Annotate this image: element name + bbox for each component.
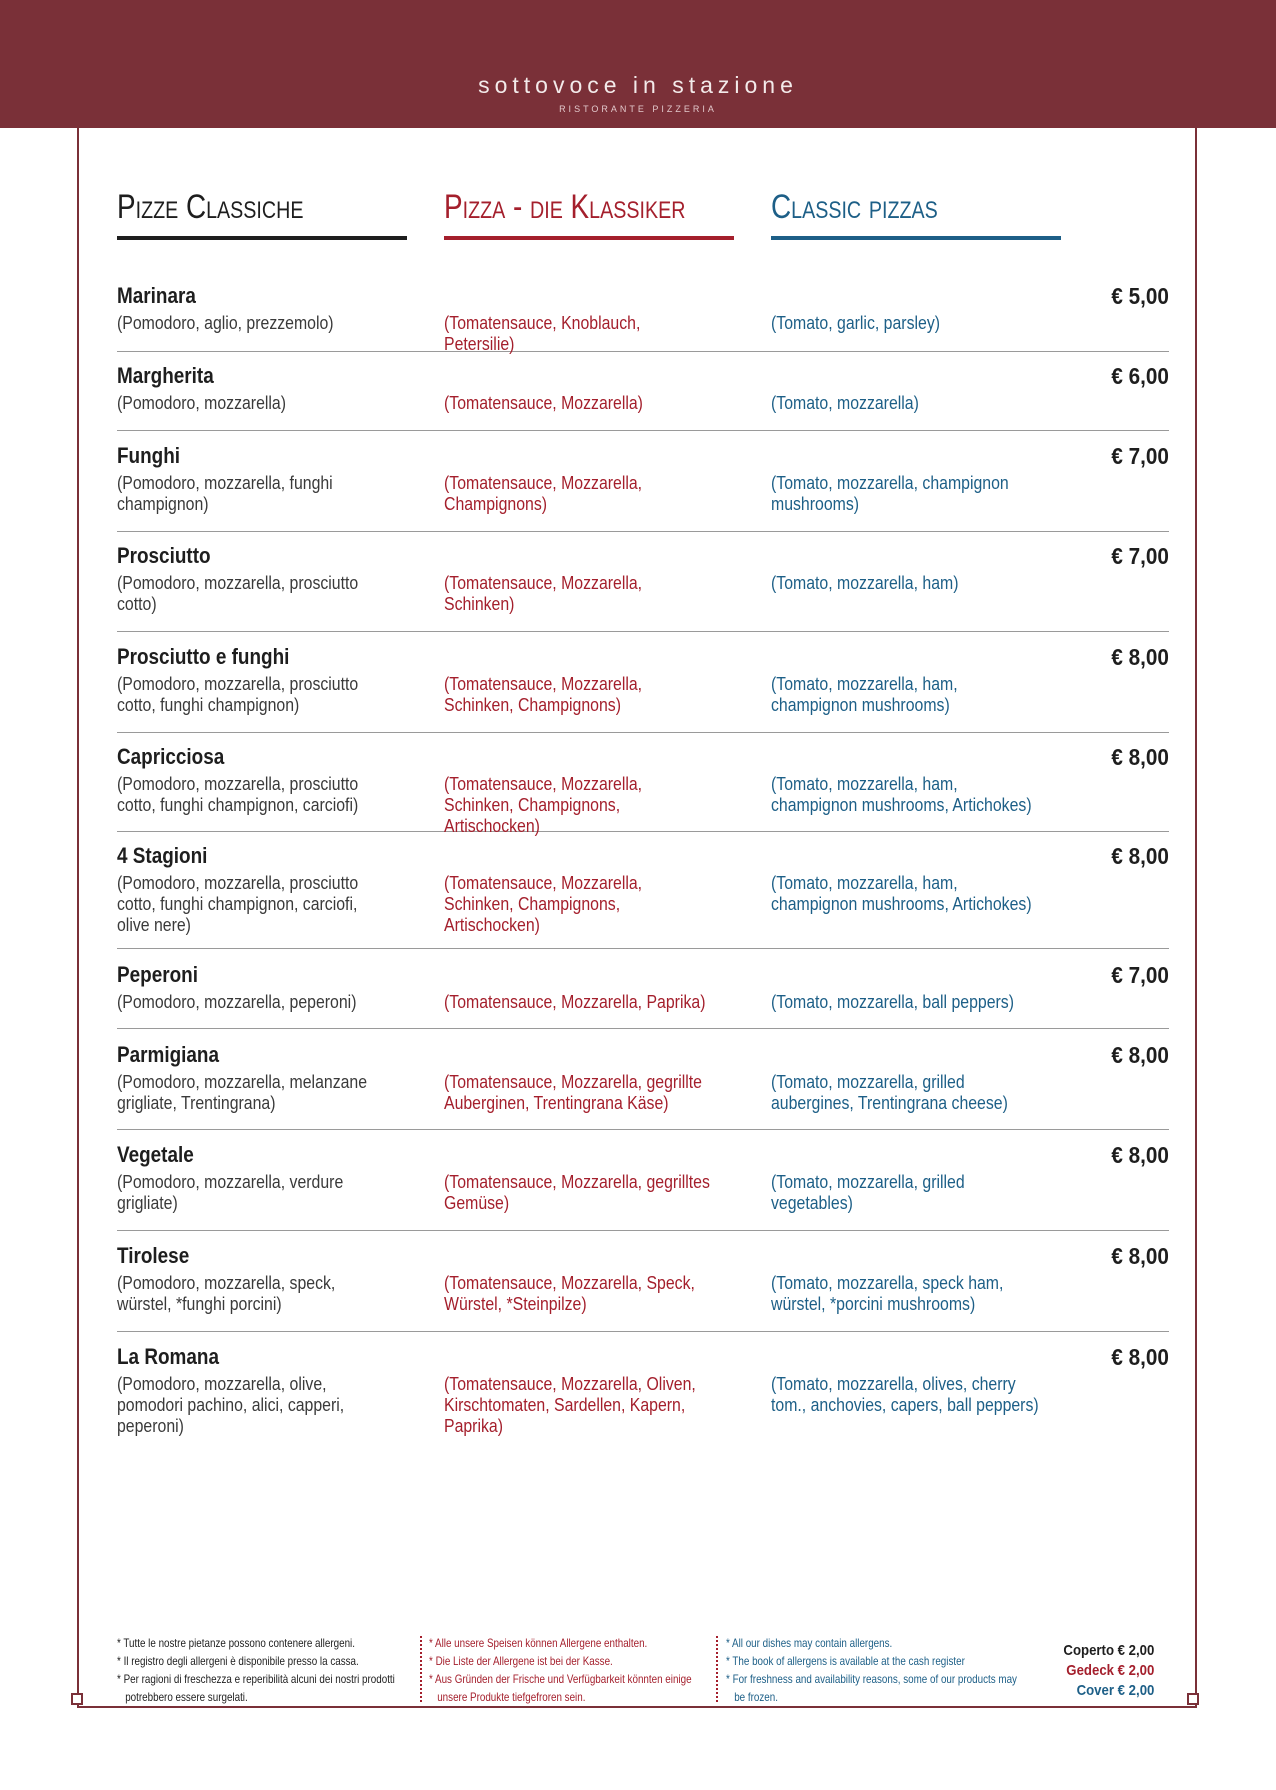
menu-item [117, 1243, 1169, 1332]
restaurant-subtitle: RISTORANTE PIZZERIA [559, 104, 717, 114]
price: € 7,00 [1111, 443, 1169, 469]
footer-note: * All our dishes may contain allergens. [726, 1636, 893, 1650]
footer-note: * The book of allergens is available at the cash register [726, 1654, 965, 1668]
cover-charge [1063, 1641, 1154, 1701]
pizza-name: La Romana [117, 1344, 219, 1369]
desc-italian: (Pomodoro, mozzarella, melanzane grigliate, Trentingrana) [117, 1072, 368, 1113]
price: € 8,00 [1111, 1243, 1169, 1269]
desc-german: (Tomatensauce, Mozzarella) [444, 393, 643, 413]
desc-italian: (Pomodoro, mozzarella, olive, pomodori pachino, alici, capperi, peperoni) [117, 1374, 345, 1436]
menu-item [117, 644, 1169, 733]
restaurant-name: sottovoce in stazione [478, 72, 798, 98]
footer-note: * Die Liste der Allergene ist bei der Kasse. [429, 1654, 613, 1668]
footer-note: * Alle unsere Speisen können Allergene enthalten. [429, 1636, 648, 1650]
desc-italian: (Pomodoro, mozzarella, peperoni) [117, 992, 357, 1012]
price: € 7,00 [1111, 962, 1169, 988]
desc-italian: (Pomodoro, mozzarella, funghi champignon) [117, 473, 333, 514]
price: € 8,00 [1111, 744, 1169, 770]
menu-item [117, 843, 1169, 949]
cover-charge-german: Gedeck € 2,00 [1065, 1662, 1154, 1679]
header-italian: Pizze Classiche [117, 188, 304, 226]
header-underline-german [444, 236, 734, 240]
desc-english: (Tomato, mozzarella, speck ham, würstel, *porcini mushrooms) [771, 1273, 1004, 1314]
price: € 7,00 [1111, 543, 1169, 569]
cover-charge-italian: Coperto € 2,00 [1063, 1642, 1154, 1659]
pizza-name: Funghi [117, 443, 181, 468]
menu-item [117, 744, 1169, 836]
cover-charge-english: Cover € 2,00 [1076, 1682, 1154, 1699]
pizza-name: Prosciutto [117, 543, 211, 568]
desc-italian: (Pomodoro, mozzarella) [117, 393, 287, 413]
footer-note: * For freshness and availability reasons, some of our products may be frozen. [726, 1672, 1017, 1704]
footer-note: * Tutte le nostre pietanze possono contenere allergeni. [117, 1636, 355, 1650]
desc-italian: (Pomodoro, mozzarella, prosciutto cotto, funghi champignon, carciofi, olive nere) [117, 873, 359, 935]
desc-english: (Tomato, mozzarella, ham) [771, 573, 959, 593]
desc-english: (Tomato, mozzarella, olives, cherry tom., anchovies, capers, ball peppers) [771, 1374, 1039, 1415]
price: € 8,00 [1111, 1042, 1169, 1068]
price: € 8,00 [1111, 843, 1169, 869]
desc-english: (Tomato, mozzarella, ham, champignon mushrooms, Artichokes) [771, 774, 1032, 815]
menu-item [117, 1344, 1169, 1444]
desc-german: (Tomatensauce, Knoblauch, Petersilie) [444, 313, 641, 354]
header-underline-english [771, 236, 1061, 240]
pizza-name: Parmigiana [117, 1042, 220, 1067]
header-english: Classic pizzas [771, 188, 938, 226]
desc-german: (Tomatensauce, Mozzarella, gegrillte Auberginen, Trentingrana Käse) [444, 1072, 702, 1113]
pizza-name: Tirolese [117, 1243, 190, 1268]
price: € 8,00 [1111, 1344, 1169, 1370]
price: € 8,00 [1111, 1142, 1169, 1168]
footer-note: * Il registro degli allergeni è disponibile presso la cassa. [117, 1654, 359, 1668]
footer-separator [716, 1636, 718, 1702]
price: € 8,00 [1111, 644, 1169, 670]
footer-note: * Aus Gründen der Frische und Verfügbarkeit könnten einige unsere Produkte tiefgefroren sein. [429, 1672, 692, 1704]
frame-corner-left [71, 1693, 83, 1705]
desc-german: (Tomatensauce, Mozzarella, Schinken, Champignons, Artischocken) [444, 873, 643, 935]
desc-german: (Tomatensauce, Mozzarella, Champignons) [444, 473, 643, 514]
frame-corner-right [1187, 1693, 1199, 1705]
pizza-name: Margherita [117, 363, 214, 388]
desc-italian: (Pomodoro, aglio, prezzemolo) [117, 313, 334, 333]
header-underline-italian [117, 236, 407, 240]
footer-notes-italian [117, 1634, 412, 1706]
desc-english: (Tomato, mozzarella, grilled vegetables) [771, 1172, 965, 1213]
footer-separator [420, 1636, 422, 1702]
desc-english: (Tomato, mozzarella, ham, champignon mushrooms) [771, 674, 958, 715]
price: € 6,00 [1111, 363, 1169, 389]
desc-italian: (Pomodoro, mozzarella, prosciutto cotto, funghi champignon, carciofi) [117, 774, 359, 815]
desc-english: (Tomato, mozzarella, ham, champignon mushrooms, Artichokes) [771, 873, 1032, 914]
desc-german: (Tomatensauce, Mozzarella, Schinken, Champignons, Artischocken) [444, 774, 643, 836]
menu-item [117, 363, 1169, 431]
desc-german: (Tomatensauce, Mozzarella, Oliven, Kirschtomaten, Sardellen, Kapern, Paprika) [444, 1374, 696, 1436]
desc-italian: (Pomodoro, mozzarella, prosciutto cotto, funghi champignon) [117, 674, 359, 715]
desc-english: (Tomato, mozzarella, grilled aubergines, Trentingrana cheese) [771, 1072, 1008, 1113]
desc-german: (Tomatensauce, Mozzarella, Speck, Würstel, *Steinpilze) [444, 1273, 695, 1314]
pizza-name: Capricciosa [117, 744, 225, 769]
pizza-name: Vegetale [117, 1142, 194, 1167]
header-german: Pizza - die Klassiker [444, 188, 686, 226]
menu-item [117, 443, 1169, 532]
footer-note: * Per ragioni di freschezza e reperibilità alcuni dei nostri prodotti potrebbero essere surgelati. [117, 1672, 395, 1704]
desc-english: (Tomato, mozzarella) [771, 393, 919, 413]
pizza-name: Prosciutto e funghi [117, 644, 290, 669]
header-bar [0, 0, 1276, 128]
desc-german: (Tomatensauce, Mozzarella, Schinken, Champignons) [444, 674, 643, 715]
desc-english: (Tomato, mozzarella, champignon mushrooms) [771, 473, 1009, 514]
desc-english: (Tomato, mozzarella, ball peppers) [771, 992, 1014, 1012]
desc-italian: (Pomodoro, mozzarella, speck, würstel, *funghi porcini) [117, 1273, 336, 1314]
menu-item [117, 1042, 1169, 1130]
desc-german: (Tomatensauce, Mozzarella, Paprika) [444, 992, 706, 1012]
desc-german: (Tomatensauce, Mozzarella, gegrilltes Gemüse) [444, 1172, 710, 1213]
desc-italian: (Pomodoro, mozzarella, prosciutto cotto) [117, 573, 359, 614]
price: € 5,00 [1111, 283, 1169, 309]
pizza-name: Marinara [117, 283, 196, 308]
desc-italian: (Pomodoro, mozzarella, verdure grigliate) [117, 1172, 344, 1213]
menu-item [117, 543, 1169, 632]
menu-item [117, 962, 1169, 1029]
footer-notes-english [726, 1634, 1021, 1706]
pizza-name: Peperoni [117, 962, 198, 987]
desc-english: (Tomato, garlic, parsley) [771, 313, 941, 333]
desc-german: (Tomatensauce, Mozzarella, Schinken) [444, 573, 643, 614]
pizza-name: 4 Stagioni [117, 843, 208, 868]
menu-item [117, 1142, 1169, 1231]
footer-notes-german [429, 1634, 724, 1706]
menu-item [117, 283, 1169, 352]
